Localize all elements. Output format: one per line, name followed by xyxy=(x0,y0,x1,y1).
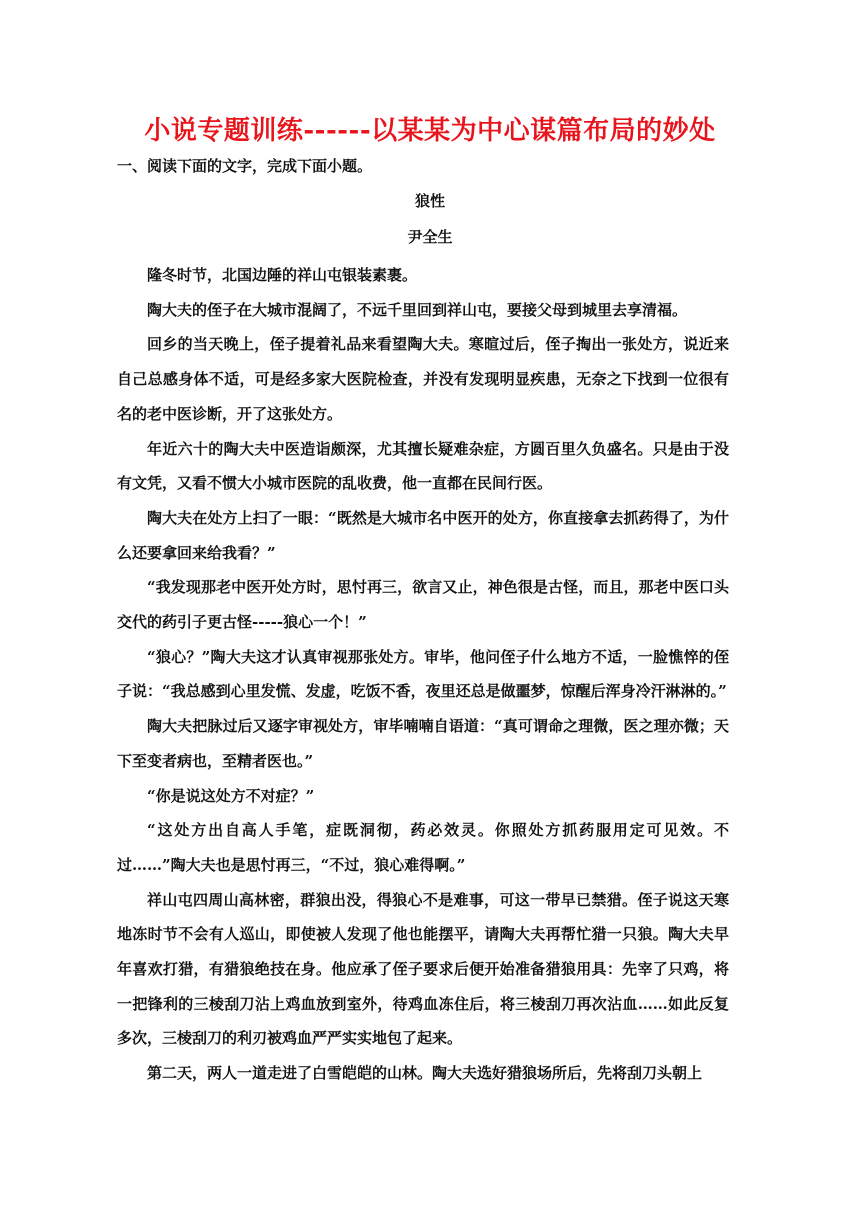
story-paragraph: 祥山屯四周山高林密，群狼出没，得狼心不是难事，可这一带早已禁猎。侄子说这天寒地冻时节不会有人巡山，即使被人发现了他也能摆平，请陶大夫再帮忙猎一只狼。陶大夫早年喜欢打猎，有猎狼绝技在身。他应承了侄子要求后便开始准备猎狼用具：先宰了只鸡，将一把锋利的三棱刮刀沾上鸡血放到室外，待鸡血冻住后，将三棱刮刀再次沾血……如此反复多次，三棱刮刀的利刃被鸡血严严实实地包了起来。 xyxy=(117,890,729,1048)
story-paragraph: 回乡的当天晚上，侄子提着礼品来看望陶大夫。寒暄过后，侄子掏出一张处方，说近来自己总感身体不适，可是经多家大医院检查，并没有发现明显疾患，无奈之下找到一位很有名的老中医诊断，开了这张处方。 xyxy=(117,335,729,423)
story-paragraph: 年近六十的陶大夫中医造诣颇深，尤其擅长疑难杂症，方圆百里久负盛名。只是由于没有文凭，又看不惯大小城市医院的乱收费，他一直都在民间行医。 xyxy=(117,439,729,493)
question-instruction: 一、阅读下面的文字，完成下面小题。 xyxy=(117,157,373,175)
document-title: 小说专题训练------以某某为中心谋篇布局的妙处 xyxy=(144,116,716,146)
story-author: 尹全生 xyxy=(407,228,453,246)
story-paragraph: “我发现那老中医开处方时，思忖再三，欲言又止，神色很是古怪，而且，那老中医口头交代的药引子更古怪-----狼心一个！” xyxy=(117,578,729,632)
story-paragraph: 陶大夫把脉过后又逐字审视处方，审毕喃喃自语道：“真可谓命之理微，医之理亦微；天下至变者病也，至精者医也。” xyxy=(117,717,729,770)
story-paragraph: “这处方出自高人手笔，症既洞彻，药必效灵。你照处方抓药服用定可见效。不过……”陶大夫也是思忖再三，“不过，狼心难得啊。” xyxy=(117,821,729,874)
story-paragraph: “狼心？”陶大夫这才认真审视那张处方。审毕，他问侄子什么地方不适，一脸憔悴的侄子说：“我总感到心里发慌、发虚，吃饭不香，夜里还总是做噩梦，惊醒后浑身冷汗淋淋的。” xyxy=(117,647,729,701)
story-paragraph: 陶大夫在处方上扫了一眼：“既然是大城市名中医开的处方，你直接拿去抓药得了，为什么还要拿回来给我看？” xyxy=(117,508,729,562)
story-title: 狼性 xyxy=(414,192,445,210)
story-paragraph: 第二天，两人一道走进了白雪皑皑的山林。陶大夫选好猎狼场所后，先将刮刀头朝上 xyxy=(147,1064,703,1083)
story-body xyxy=(117,258,729,1091)
story-paragraph: 陶大夫的侄子在大城市混阔了，不远千里回到祥山屯，要接父母到城里去享清福。 xyxy=(147,300,688,319)
story-paragraph: 隆冬时节，北国边陲的祥山屯银装素裹。 xyxy=(147,266,418,284)
story-paragraph: “你是说这处方不对症？” xyxy=(147,786,315,805)
